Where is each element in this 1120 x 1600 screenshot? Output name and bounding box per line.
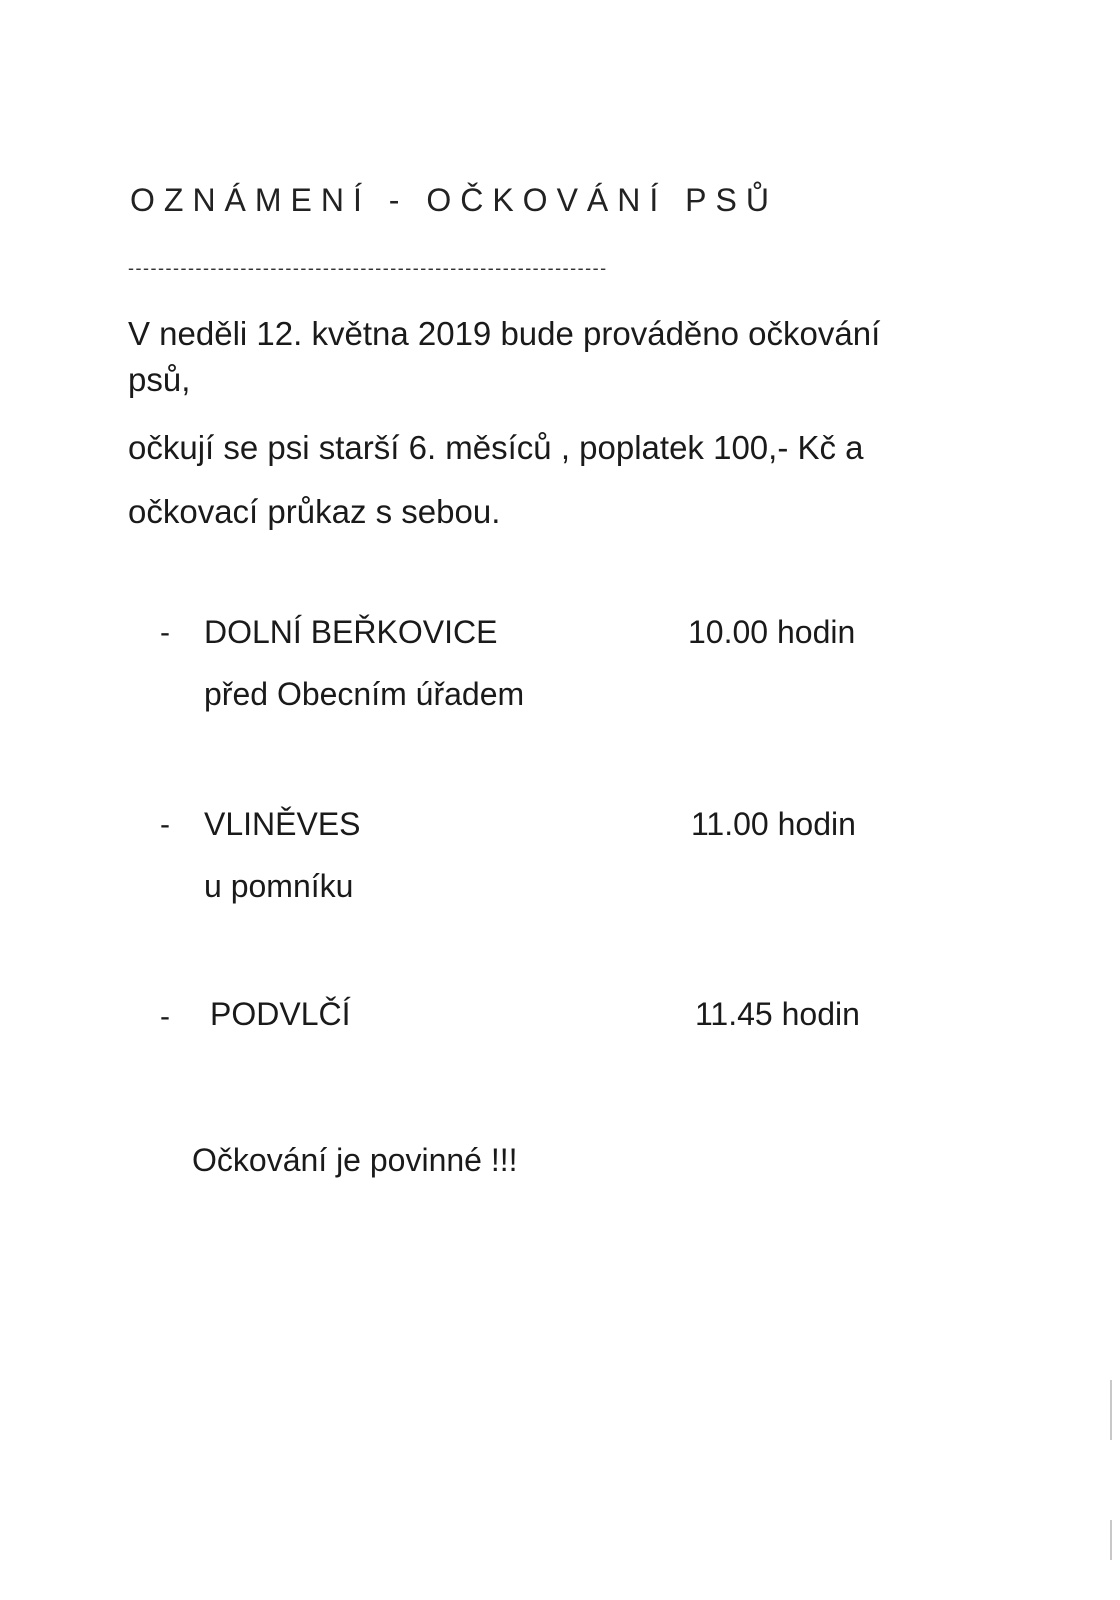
scan-edge-mark	[1110, 1520, 1112, 1560]
intro-line-1: V neděli 12. května 2019 bude prováděno očkování	[128, 315, 881, 352]
closing-statement: Očkování je povinné !!!	[192, 1142, 518, 1178]
stop-bullet: -	[160, 1000, 170, 1033]
stop-bullet: -	[160, 808, 170, 841]
stop-time-dolni-berkovice: 10.00 hodin	[688, 614, 856, 650]
scan-edge-mark	[1110, 1380, 1112, 1440]
stop-detail-vlineves: u pomníku	[204, 868, 354, 904]
stop-place-vlineves: VLINĚVES	[204, 806, 361, 842]
notice-title: OZNÁMENÍ - OČKOVÁNÍ PSŮ	[130, 182, 778, 218]
stop-time-podvlci: 11.45 hodin	[695, 996, 860, 1032]
intro-line-2: očkují se psi starší 6. měsíců , poplatek 100,- Kč a	[128, 429, 864, 466]
intro-line-1-continued: psů,	[128, 361, 191, 398]
stop-place-podvlci: PODVLČÍ	[210, 996, 351, 1032]
stop-time-vlineves: 11.00 hodin	[691, 806, 856, 842]
intro-line-3: očkovací průkaz s sebou.	[128, 493, 501, 530]
stop-place-dolni-berkovice: DOLNÍ BEŘKOVICE	[204, 614, 498, 650]
dashed-divider: ----------------------------------------------------------------	[128, 258, 608, 278]
stop-bullet: -	[160, 616, 170, 649]
stop-detail-dolni-berkovice: před Obecním úřadem	[204, 676, 525, 712]
